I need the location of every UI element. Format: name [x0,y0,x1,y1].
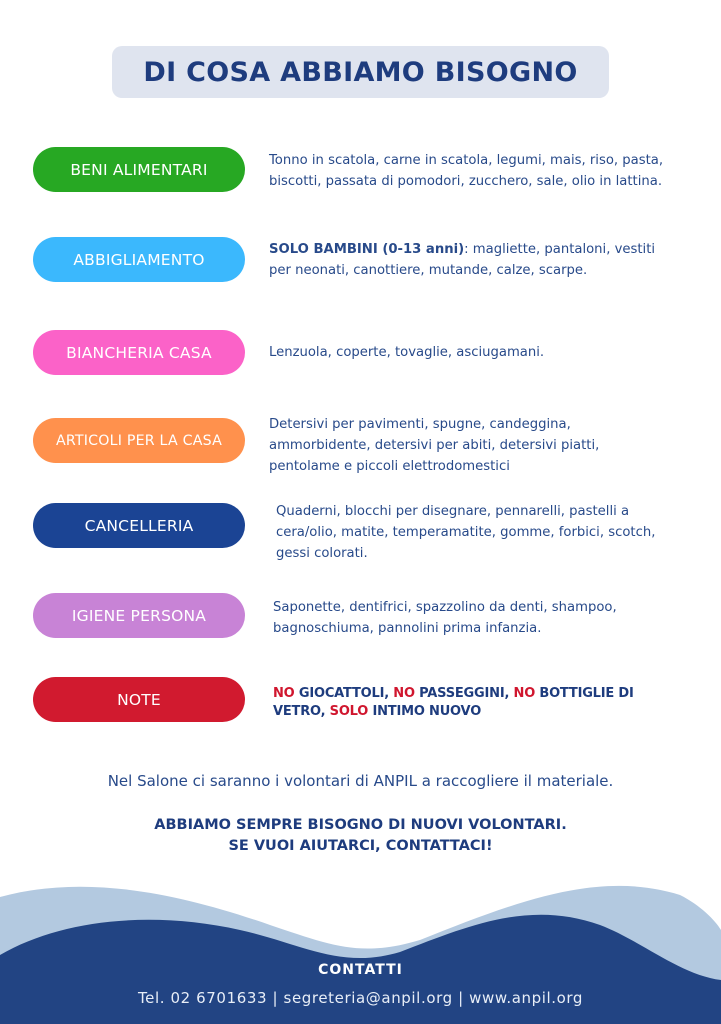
description-text: : magliette, pantaloni, vestiti per neonati, canottiere, mutande, calze, scarpe. [269,242,656,278]
category-description [273,597,658,639]
note-text: BOTTIGLIE DI VETRO, [273,686,634,719]
category-pill-notes [33,677,245,722]
category-pill-clothing [33,237,245,282]
category-description [276,501,666,564]
notes-description [273,685,653,721]
description-text: Detersivi per pavimenti, spugne, candeggina, ammorbidente, detersivi per abiti, detersivi piatti, pentolame e piccoli elettrodomestici [269,417,600,474]
description-text: Tonno in scatola, carne in scatola, legumi, mais, riso, pasta, biscotti, passata di pomodori, zucchero, sale, olio in lattina. [269,153,664,189]
footer-heading: CONTATTI [318,962,403,978]
description-text: Saponette, dentifrici, spazzolino da denti, shampoo, bagnoschiuma, pannolini prima infanzia. [273,600,617,636]
footer-contact: Tel. 02 6701633 | segreteria@anpil.org | www.anpil.org [137,989,584,1007]
category-pill-stationery [33,503,245,548]
note-no: NO [393,686,415,701]
volunteer-line-1: ABBIAMO SEMPRE BISOGNO DI NUOVI VOLONTARI. [154,817,567,833]
category-label: ABBIGLIAMENTO [73,250,205,269]
volunteer-line-2: SE VUOI AIUTARCI, CONTATTACI! [228,838,493,854]
category-label: BENI ALIMENTARI [70,160,208,179]
category-label: CANCELLERIA [84,516,194,535]
category-description [269,414,629,477]
category-pill-food [33,147,245,192]
description-text: Quaderni, blocchi per disegnare, pennarelli, pastelli a cera/olio, matite, temperamatite, gomme, forbici, scotch, gessi colorati. [276,504,656,561]
category-label: BIANCHERIA CASA [66,343,212,362]
description-text: Lenzuola, coperte, tovaglie, asciugamani. [269,345,545,360]
note-text: INTIMO NUOVO [368,704,482,719]
note-text: PASSEGGINI, [414,686,514,701]
category-pill-hygiene [33,593,245,638]
highlight-text: SOLO BAMBINI (0-13 anni) [269,242,465,257]
category-description [269,150,709,192]
note-text: GIOCATTOLI, [294,686,394,701]
category-description [269,342,709,363]
page-title: DI COSA ABBIAMO BISOGNO [143,56,578,88]
category-label: IGIENE PERSONA [71,606,207,625]
note-no: NO [273,686,295,701]
note-solo: SOLO [329,704,369,719]
category-label: NOTE [117,690,161,709]
title-banner [112,46,609,98]
info-line: Nel Salone ci saranno i volontari di ANPIL a raccogliere il materiale. [107,772,614,790]
category-pill-household [33,418,245,463]
category-description [269,239,669,281]
note-no: NO [513,686,536,701]
category-label: ARTICOLI PER LA CASA [56,432,222,449]
category-pill-linens [33,330,245,375]
